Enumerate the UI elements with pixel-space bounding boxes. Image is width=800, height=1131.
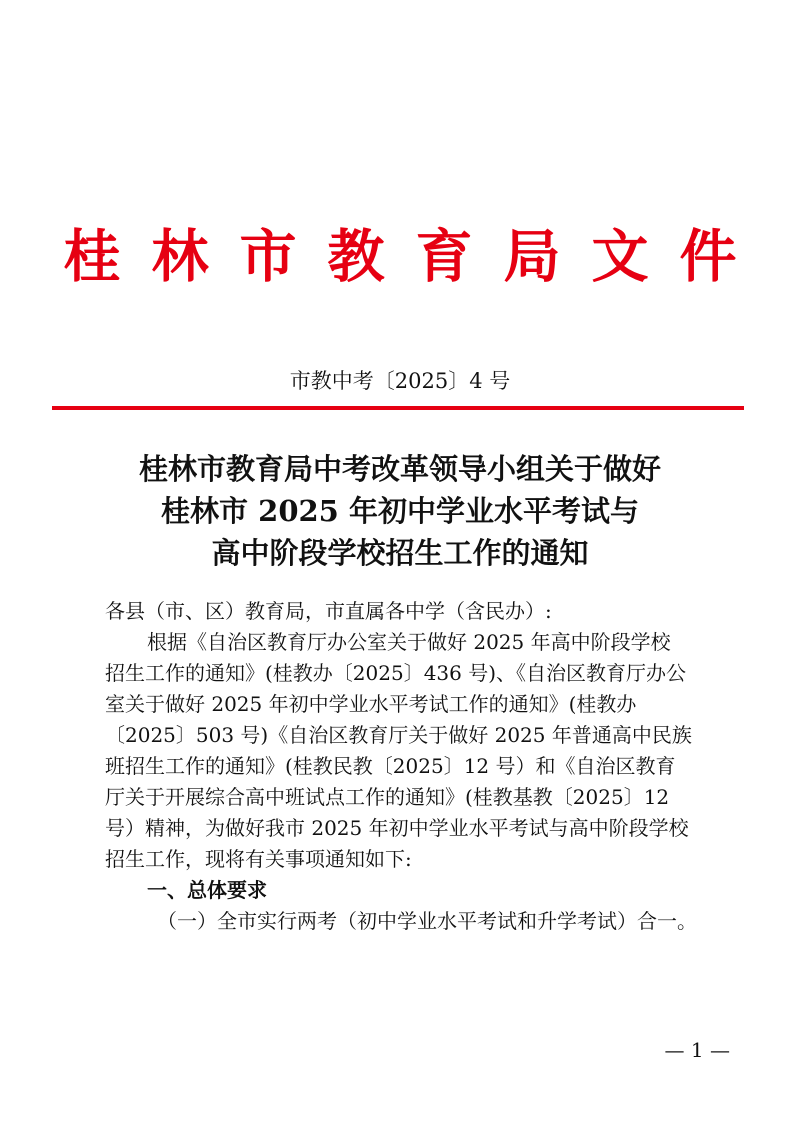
document-title xyxy=(0,448,800,574)
masthead-title: 桂林市教育局文件 xyxy=(63,224,768,290)
paragraph-line: 招生工作的通知》(桂教办〔2025〕436 号)、《自治区教育厅办公 xyxy=(105,661,687,685)
paragraph-line: 室关于做好 2025 年初中学业水平考试工作的通知》(桂教办 xyxy=(105,692,637,716)
paragraph-line: 〔2025〕503 号)《自治区教育厅关于做好 2025 年普通高中民族 xyxy=(105,723,692,747)
section-heading: 一、总体要求 xyxy=(147,878,267,902)
paragraph-line: 根据《自治区教育厅办公室关于做好 2025 年高中阶段学校 xyxy=(147,630,671,654)
page-number: — 1 — xyxy=(664,1038,730,1062)
section-item: （一）全市实行两考（初中学业水平考试和升学考试）合一。 xyxy=(157,909,697,933)
paragraph-line: 号）精神，为做好我市 2025 年初中学业水平考试与高中阶段学校 xyxy=(105,816,689,840)
paragraph-line: 厅关于开展综合高中班试点工作的通知》(桂教基教〔2025〕12 xyxy=(105,785,670,809)
salutation: 各县（市、区）教育局，市直属各中学（含民办）: xyxy=(105,599,552,623)
title-line: 桂林市教育局中考改革领导小组关于做好 xyxy=(138,452,661,486)
title-line: 高中阶段学校招生工作的通知 xyxy=(211,536,589,570)
paragraph-line: 班招生工作的通知》(桂教民教〔2025〕12 号）和《自治区教育 xyxy=(105,754,676,778)
title-line: 桂林市 2025 年初中学业水平考试与 xyxy=(161,494,639,528)
red-divider-rule xyxy=(52,406,744,410)
document-number: 市教中考〔2025〕4 号 xyxy=(289,369,511,393)
document-body xyxy=(105,596,705,937)
paragraph-line: 招生工作，现将有关事项通知如下: xyxy=(105,847,412,871)
